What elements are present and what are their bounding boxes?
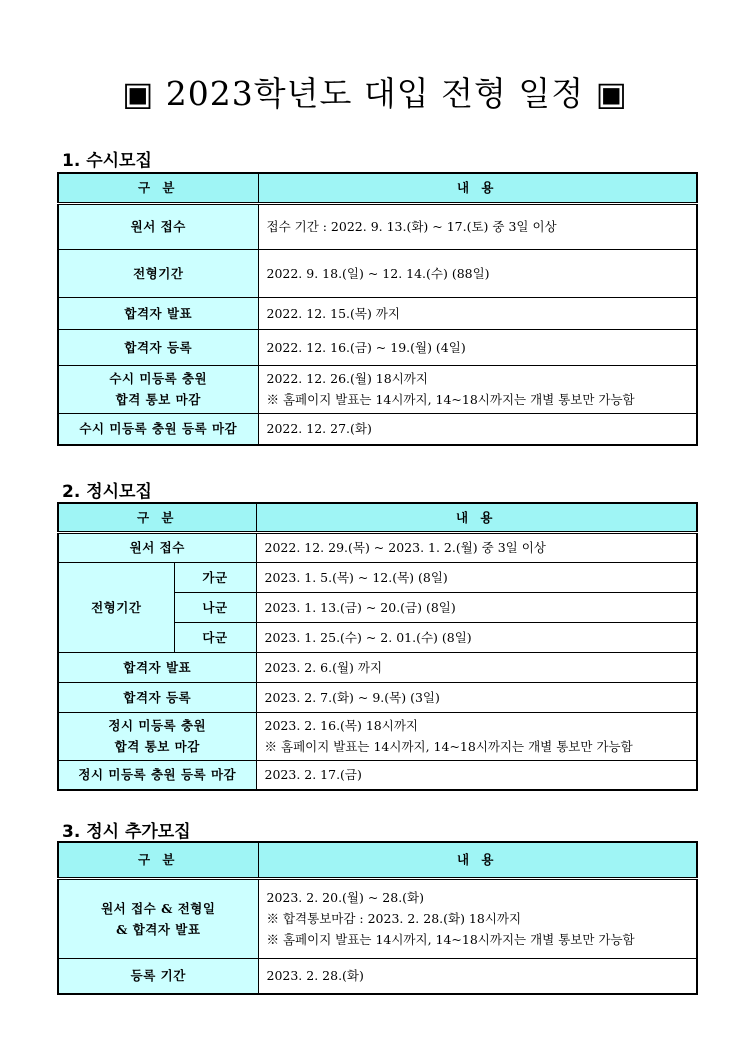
- row-label: 합격자 발표: [58, 297, 258, 329]
- header-category: 구 분: [58, 842, 258, 878]
- row-value: 2022. 12. 15.(목) 까지: [258, 297, 697, 329]
- table-row: [58, 878, 697, 958]
- table-row: [58, 532, 697, 562]
- row-label: 등록 기간: [58, 958, 258, 994]
- row-label: 합격자 등록: [58, 682, 256, 712]
- schedule-table-additional: [57, 841, 698, 995]
- header-category: 구 분: [58, 503, 256, 532]
- table-row: [58, 652, 697, 682]
- section-heading-susi: 1. 수시모집: [62, 151, 152, 171]
- table-row: [58, 682, 697, 712]
- row-value: 2022. 9. 18.(일) ~ 12. 14.(수) (88일): [258, 249, 697, 297]
- table-row: [58, 365, 697, 413]
- row-value: [256, 712, 697, 760]
- table-row: [58, 958, 697, 994]
- row-value-line: 2023. 2. 20.(월) ~ 28.(화): [266, 890, 424, 905]
- header-content: 내 용: [258, 173, 697, 203]
- section-heading-additional: 3. 정시 추가모집: [62, 822, 191, 842]
- row-value-line: 2023. 2. 16.(목) 18시까지: [264, 718, 418, 733]
- row-value: 접수 기간 : 2022. 9. 13.(화) ~ 17.(토) 중 3일 이상: [258, 203, 697, 249]
- sub-row-label: 나군: [174, 592, 256, 622]
- row-value-line: 2022. 12. 26.(월) 18시까지: [266, 371, 428, 386]
- row-label: 정시 미등록 충원 등록 마감: [58, 760, 256, 790]
- table-row: [58, 562, 697, 592]
- row-value: 2023. 2. 28.(화): [258, 958, 697, 994]
- page-title: ▣ 2023학년도 대입 전형 일정 ▣: [122, 74, 628, 113]
- row-value: 2022. 12. 27.(화): [258, 413, 697, 445]
- row-value-note: ※ 홈페이지 발표는 14시까지, 14~18시까지는 개별 통보만 가능함: [266, 932, 635, 947]
- section-heading-jeongsi: 2. 정시모집: [62, 482, 152, 502]
- row-label-line: 정시 미등록 충원: [108, 718, 207, 733]
- header-content: 내 용: [258, 842, 697, 878]
- row-label: 합격자 등록: [58, 329, 258, 365]
- table-header-row: [58, 173, 697, 203]
- sub-row-label: 가군: [174, 562, 256, 592]
- header-category: 구 분: [58, 173, 258, 203]
- row-value: 2023. 2. 17.(금): [256, 760, 697, 790]
- row-label: 전형기간: [58, 562, 174, 652]
- row-value: 2023. 1. 13.(금) ~ 20.(금) (8일): [256, 592, 697, 622]
- row-value: 2023. 1. 5.(목) ~ 12.(목) (8일): [256, 562, 697, 592]
- table-row: [58, 329, 697, 365]
- row-label: 전형기간: [58, 249, 258, 297]
- row-label-line: 수시 미등록 충원: [109, 371, 208, 386]
- row-label: 원서 접수: [58, 532, 256, 562]
- row-label-line: 원서 접수 & 전형일: [101, 900, 216, 916]
- schedule-table-jeongsi: [57, 502, 698, 791]
- row-label: 수시 미등록 충원 등록 마감: [58, 413, 258, 445]
- row-value-note: ※ 홈페이지 발표는 14시까지, 14~18시까지는 개별 통보만 가능함: [266, 392, 635, 407]
- row-value: 2023. 2. 7.(화) ~ 9.(목) (3일): [256, 682, 697, 712]
- row-value: 2023. 1. 25.(수) ~ 2. 01.(수) (8일): [256, 622, 697, 652]
- table-row: [58, 760, 697, 790]
- table-header-row: [58, 503, 697, 532]
- row-value: [258, 365, 697, 413]
- row-label-line: 합격 통보 마감: [115, 392, 201, 407]
- table-header-row: [58, 842, 697, 878]
- row-label: [58, 712, 256, 760]
- schedule-table-susi: [57, 172, 698, 446]
- row-value: [258, 878, 697, 958]
- row-value: 2022. 12. 16.(금) ~ 19.(월) (4일): [258, 329, 697, 365]
- table-row: [58, 203, 697, 249]
- header-content: 내 용: [256, 503, 697, 532]
- table-row: [58, 249, 697, 297]
- row-value-note: ※ 홈페이지 발표는 14시까지, 14~18시까지는 개별 통보만 가능함: [264, 739, 633, 754]
- row-value-note: ※ 합격통보마감 : 2023. 2. 28.(화) 18시까지: [266, 911, 522, 926]
- table-row: [58, 712, 697, 760]
- row-label-line: & 합격자 발표: [116, 921, 201, 937]
- row-value: 2023. 2. 6.(월) 까지: [256, 652, 697, 682]
- row-label: 합격자 발표: [58, 652, 256, 682]
- row-label: 원서 접수: [58, 203, 258, 249]
- row-label-line: 합격 통보 마감: [114, 739, 200, 754]
- row-value: 2022. 12. 29.(목) ~ 2023. 1. 2.(월) 중 3일 이상: [256, 532, 697, 562]
- row-label: [58, 365, 258, 413]
- row-label: [58, 878, 258, 958]
- sub-row-label: 다군: [174, 622, 256, 652]
- table-row: [58, 297, 697, 329]
- table-row: [58, 413, 697, 445]
